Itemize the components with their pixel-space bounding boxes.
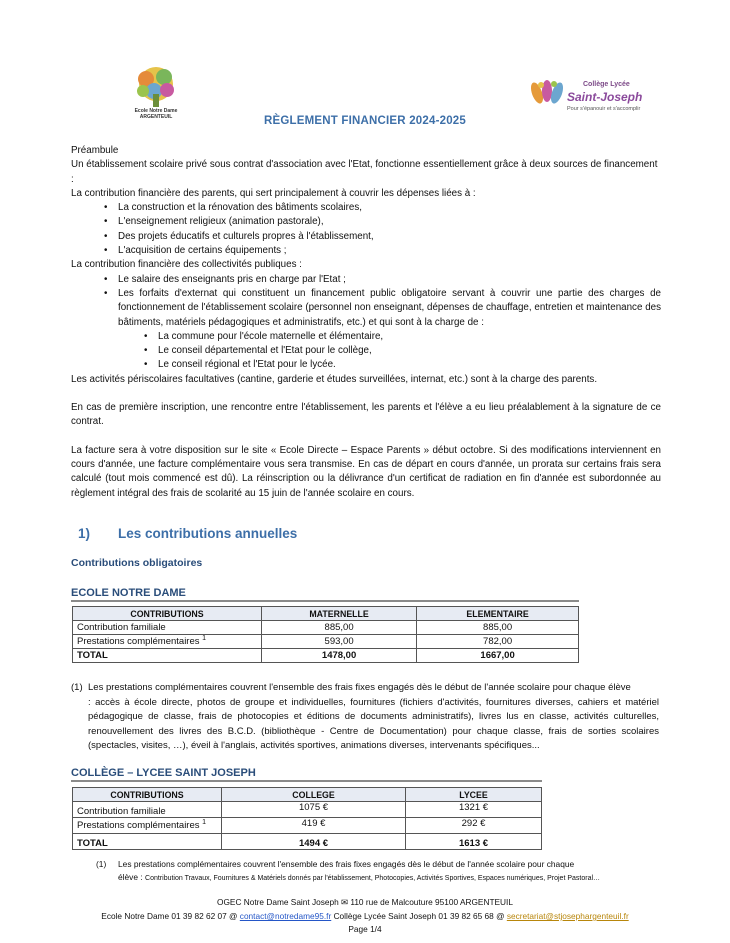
cell-value: 1321 € [406, 802, 542, 818]
list-item: • Le salaire des enseignants pris en charge par l'Etat ; [71, 273, 661, 287]
college-divider [71, 780, 542, 782]
cell-value: 292 € [406, 818, 542, 834]
cell-value: 1613 € [406, 834, 542, 850]
right-logo-line1: Collège Lycée [583, 81, 630, 88]
cell-value: 1494 € [222, 834, 406, 850]
footnote-marker: 1 [202, 635, 207, 643]
inscription-text: En cas de première inscription, une rencontre entre l'établissement, les parents et l'élève a eu lieu préalablement à la signature de ce contrat. [71, 402, 661, 428]
table-row [73, 802, 542, 818]
cell-value: 1478,00 [262, 649, 417, 663]
public-lead: La contribution financière des collectivités publiques : [71, 259, 302, 271]
footnote-number: (1) [71, 682, 83, 693]
college-email-link[interactable]: secretariat@stjosephargenteuil.fr [506, 911, 629, 921]
preamble [71, 144, 661, 501]
college-table [72, 787, 542, 850]
footer-college-label: Collège Lycée Saint Joseph 01 39 82 65 68 @ [333, 911, 505, 921]
public-list [71, 273, 661, 330]
cell-value: 885,00 [417, 621, 579, 635]
table-header-row [73, 788, 542, 802]
cell-value: 1075 € [222, 802, 406, 818]
section-heading [78, 526, 297, 541]
college-heading: COLLÈGE – LYCEE SAINT JOSEPH [71, 767, 256, 779]
footnote-marker: 1 [202, 819, 207, 827]
ecole-heading: ECOLE NOTRE DAME [71, 587, 186, 599]
list-item: • L'enseignement religieux (animation pastorale), [71, 215, 661, 229]
right-logo-line2: Saint-Joseph [567, 90, 643, 104]
subsection-heading: Contributions obligatoires [71, 557, 203, 569]
footer-address: OGEC Notre Dame Saint Joseph ✉ 110 rue de Malcouture 95100 ARGENTEUIL [217, 897, 513, 907]
parents-list [71, 201, 661, 258]
cell-value: 885,00 [262, 621, 417, 635]
ecole-email-link[interactable]: contact@notredame95.fr [239, 911, 332, 921]
footnote-body: Contribution Travaux, Fournitures & Matériels donnés par l'établissement, Photocopies, Activités Sportives, Espaces numériques, Projet Pastoral… [145, 874, 601, 882]
cell-value: 419 € [222, 818, 406, 834]
document-title: RÈGLEMENT FINANCIER 2024-2025 [264, 115, 466, 127]
table-total-row [73, 834, 542, 850]
row-label: TOTAL [73, 834, 222, 850]
facture-text: La facture sera à votre disposition sur le site « Ecole Directe – Espace Parents » début octobre. Si des modifications interviennent en cours d'année, une facture complémentaire vous sera transmise. En cas de départ en cours d'année, un prorata sur certains frais sera calculé (tout mois commencé est dû). La réinscription ou la délivrance d'un certificat de radiation en fin d'année est subordonnée au règlement intégral des frais de scolarité au 15 juin de l'année scolaire en cours. [71, 444, 661, 499]
row-label: Prestations complémentaires [77, 636, 200, 648]
hands-logo-icon [527, 79, 567, 119]
college-footnote [96, 858, 666, 885]
column-header: COLLEGE [222, 788, 406, 802]
footnote-first-line: Les prestations complémentaires couvrent l'ensemble des frais fixes engagés dès le début de l'année scolaire pour chaque [118, 859, 575, 869]
left-logo-line2: ARGENTEUIL [139, 114, 173, 120]
table-total-row [73, 649, 579, 663]
preamble-heading: Préambule [71, 145, 119, 156]
list-item: • Les forfaits d'externat qui constituent un financement public obligatoire servant à couvrir une partie des charges de fonctionnement de l'établissement scolaire (personnel non enseignant, dépenses de chauffage, entretien et maintenance des bâtiments, matériels pédagogiques et administratifs, etc.) et qui sont à la charge de : [71, 287, 661, 330]
row-label: Prestations complémentaires [77, 820, 200, 832]
footnote-lead: élève : [118, 871, 143, 882]
preamble-intro: Un établissement scolaire privé sous contrat d'association avec l'Etat, fonctionne essentiellement grâce à deux sources de financement : [71, 159, 658, 185]
column-header: CONTRIBUTIONS [73, 788, 222, 802]
periscolaire-text: Les activités périscolaires facultatives (cantine, garderie et études surveillées, internat, etc.) sont à la charge des parents. [71, 373, 598, 385]
cell-value: 1667,00 [417, 649, 579, 663]
parents-lead: La contribution financière des parents, qui sert principalement à couvrir les dépenses liées à : [71, 187, 476, 199]
row-label-cell [73, 635, 262, 649]
column-header: ELEMENTAIRE [417, 607, 579, 621]
list-item: • Le conseil départemental et l'Etat pour le collège, [71, 344, 661, 358]
list-item: • Le conseil régional et l'Etat pour le lycée. [71, 358, 661, 372]
ecole-footnote [71, 681, 659, 754]
footnote-body: : accès à école directe, photos de groupe et individuelles, fournitures (fichiers d'activités, fournitures diverses, cahiers et matériel pédagogique de classe, frais de photocopies et éditions de documents administratifs), livres lus en classe, activités culturelles, renouvellement des livres des B.C.D. (bibliothèque - Centre de Documentation) pour chaque classe, frais de sorties scolaires (spectacles, visites, …), éveil à l'anglais, activités sportives, animations diverses, intervenants spécifiques... [88, 696, 659, 751]
table-row [73, 635, 579, 649]
right-logo-tagline: Pour s'épanouir et s'accomplir [567, 106, 641, 112]
table-header-row [73, 607, 579, 621]
page-number: Page 1/4 [348, 924, 382, 934]
section-number: 1) [78, 526, 91, 541]
left-logo-line1: Ecole Notre Dame [134, 108, 178, 114]
ecole-table [72, 606, 579, 663]
table-row [73, 818, 542, 834]
cell-value: 593,00 [262, 635, 417, 649]
section-title: Les contributions annuelles [118, 526, 298, 541]
row-label: TOTAL [73, 649, 262, 663]
column-header: LYCEE [406, 788, 542, 802]
footer-ecole-label: Ecole Notre Dame 01 39 82 62 07 @ [101, 911, 238, 921]
sub-list [71, 330, 661, 373]
footnote-first-line: Les prestations complémentaires couvrent l'ensemble des frais fixes engagés dès le début de l'année scolaire pour chaque élève [88, 682, 631, 693]
footer-contacts [0, 911, 730, 922]
list-item: • L'acquisition de certains équipements ; [71, 244, 661, 258]
cell-value: 782,00 [417, 635, 579, 649]
ecole-divider [71, 600, 579, 602]
list-item: • La construction et la rénovation des bâtiments scolaires, [71, 201, 661, 215]
list-item: • Des projets éducatifs et culturels propres à l'établissement, [71, 230, 661, 244]
column-header: CONTRIBUTIONS [73, 607, 262, 621]
list-item: • La commune pour l'école maternelle et élémentaire, [71, 330, 661, 344]
row-label: Contribution familiale [73, 621, 262, 635]
row-label-cell [73, 818, 222, 834]
footnote-number: (1) [96, 859, 107, 869]
column-header: MATERNELLE [262, 607, 417, 621]
table-row [73, 621, 579, 635]
row-label: Contribution familiale [73, 802, 222, 818]
